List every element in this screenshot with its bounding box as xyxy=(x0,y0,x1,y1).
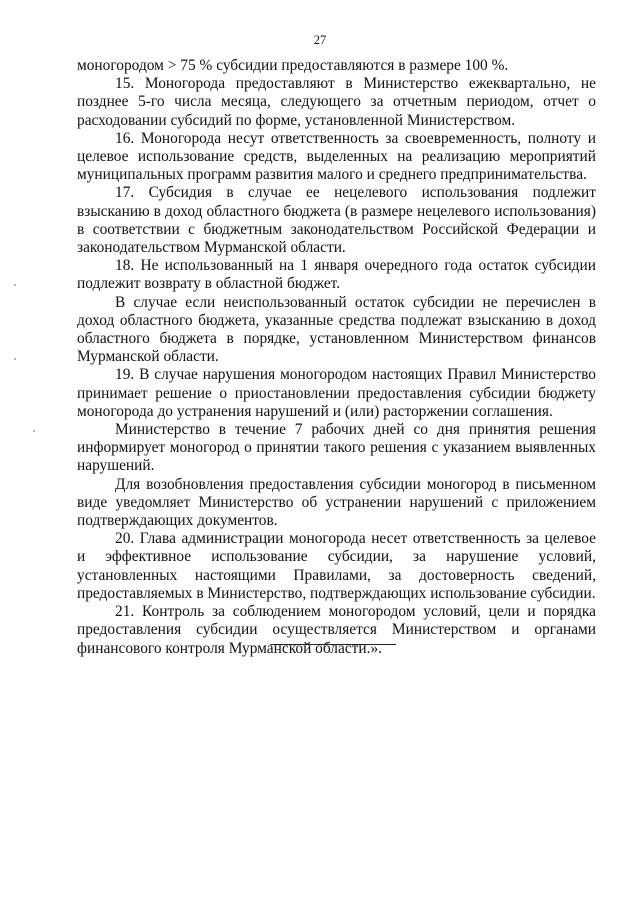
paragraph-item-16: 16. Моногорода несут ответственность за своевременность, полноту и целевое использование средств, выделенных на реализацию мероприятий муниципальных программ развития малого и среднего предпринимательства. xyxy=(77,129,596,184)
scan-speck xyxy=(14,284,16,286)
paragraph-item-18-cont: В случае если неиспользованный остаток субсидии не перечислен в доход областного бюджета, указанные средства подлежат взысканию в доход областного бюджета в порядке, установленном Министерством финансов Мурманской области. xyxy=(77,293,596,366)
document-body xyxy=(77,57,596,658)
paragraph-item-15: 15. Моногорода предоставляют в Министерство ежеквартально, не позднее 5-го числа месяца, следующего за отчетным периодом, отчет о расходовании субсидий по форме, установленной Министерством. xyxy=(77,75,596,129)
scan-speck xyxy=(14,358,16,360)
page-number: 27 xyxy=(313,33,327,47)
paragraph-item-20: 20. Глава администрации моногорода несет ответственность за целевое и эффективное использование субсидии, за нарушение условий, установленных настоящими Правилами, за достоверность сведений, предоставляемых в Министерство, подтверждающих использование субсидии. xyxy=(77,530,596,602)
paragraph-continuation: моногородом > 75 % субсидии предоставляются в размере 100 %. xyxy=(77,57,509,74)
scan-speck xyxy=(33,430,35,432)
closing-rule xyxy=(270,644,396,645)
paragraph-item-18: 18. Не использованный на 1 января очередного года остаток субсидии подлежит возврату в областной бюджет. xyxy=(77,257,596,293)
paragraph-item-19-cont-2: Для возобновления предоставления субсидии моногород в письменном виде уведомляет Министерство об устранении нарушений с приложением подтверждающих документов. xyxy=(77,475,596,530)
paragraph-item-17: 17. Субсидия в случае ее нецелевого использования подлежит взысканию в доход областного бюджета (в размере нецелевого использования) в соответствии с бюджетным законодательством Российской Федерации и законодательством Мурманской области. xyxy=(77,184,596,257)
paragraph-item-19: 19. В случае нарушения моногородом настоящих Правил Министерство принимает решение о приостановлении предоставления субсидии бюджету моногорода до устранения нарушений и (или) расторжении соглашения. xyxy=(77,366,596,420)
paragraph-item-21: 21. Контроль за соблюдением моногородом условий, цели и порядка предоставления субсидии осуществляется Министерством и органами финансового контроля Мурманской области.». xyxy=(77,603,596,657)
paragraph-item-19-cont-1: Министерство в течение 7 рабочих дней со дня принятия решения информирует моногород о принятии такого решения с указанием выявленных нарушений. xyxy=(77,421,596,475)
